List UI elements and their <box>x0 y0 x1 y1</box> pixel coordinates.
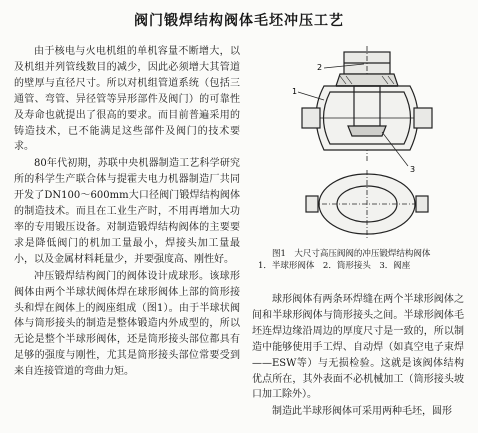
figure-label-1: 1 <box>292 87 298 96</box>
paragraph-4: 球形阀体有两条环焊缝在两个半球形阀体之间和半球形阀体与筒形接头之间。半球形阀体毛坯连焊边缘沿周边的厚度尺寸是一致的，所以制造中能够使用手工焊、自动焊（如真空电子束焊——ESW等）与无损检验。这就是该阀体结构优点所在，其外表面不必机械加工（筒形接头坡口加工除外）。 <box>252 294 464 401</box>
left-column <box>14 44 240 381</box>
figure-label-3: 3 <box>410 165 416 174</box>
paragraph-5: 制造此半球形阀体可采用两种毛坯，圆形 <box>272 406 452 418</box>
paragraph-3: 冲压锻焊结构阀门的阀体设计成球形。该球形阀体由两个半球状阀体焊在球形阀体上部的筒形接头和焊在阀体上的阀座组成（图1）。由于半球状阀体与筒形接头的制造是整体锻造内外成型的，所以无论是整个半球形阀体，还是筒形接头部位都具有足够的强度与刚性，尤其是筒形接头部位常要受到来自连接管道的弯曲力矩。 <box>14 270 240 378</box>
right-column <box>252 292 464 421</box>
figure-caption <box>254 248 454 272</box>
valve-body-figure <box>284 44 434 244</box>
figure-caption-parts: 1．半球形阀体 2．筒形接头 3．阀座 <box>258 261 411 271</box>
article-title: 阀门锻焊结构阀体毛坯冲压工艺 <box>134 13 344 29</box>
paragraph-1: 由于核电与火电机组的单机容量不断增大，以及机组并列管线数目的减少，因此必须增大其管道的壁厚与直径尺寸。所以对机组管道系统（包括三通管、弯管、异径管等异形部件及阀门）的可靠性及寿命也就提出了很高的要求。而目前普遍采用的铸造技术，已不能满足这些部件及阀门的技术要求。 <box>14 46 240 153</box>
paragraph-2: 80年代初期，苏联中央机器制造工艺科学研究所的科学生产联合体与提霍夫电力机器制造厂共同开发了DN100～600mm大口径阀门锻焊结构阀体的制造技术。而且在工业生产时，不用再增加大功率的专用锻压设备。对制造锻焊结构阀体的主要要求是降低阀门的机加工量最小，焊接头加工量最小，以及金属材料耗量少，并要强度高、刚性好。 <box>14 158 240 265</box>
figure-label-2: 2 <box>317 63 323 72</box>
figure-caption-title: 图1 大尺寸高压阀阀的冲压锻焊结构阀体 <box>272 249 431 259</box>
